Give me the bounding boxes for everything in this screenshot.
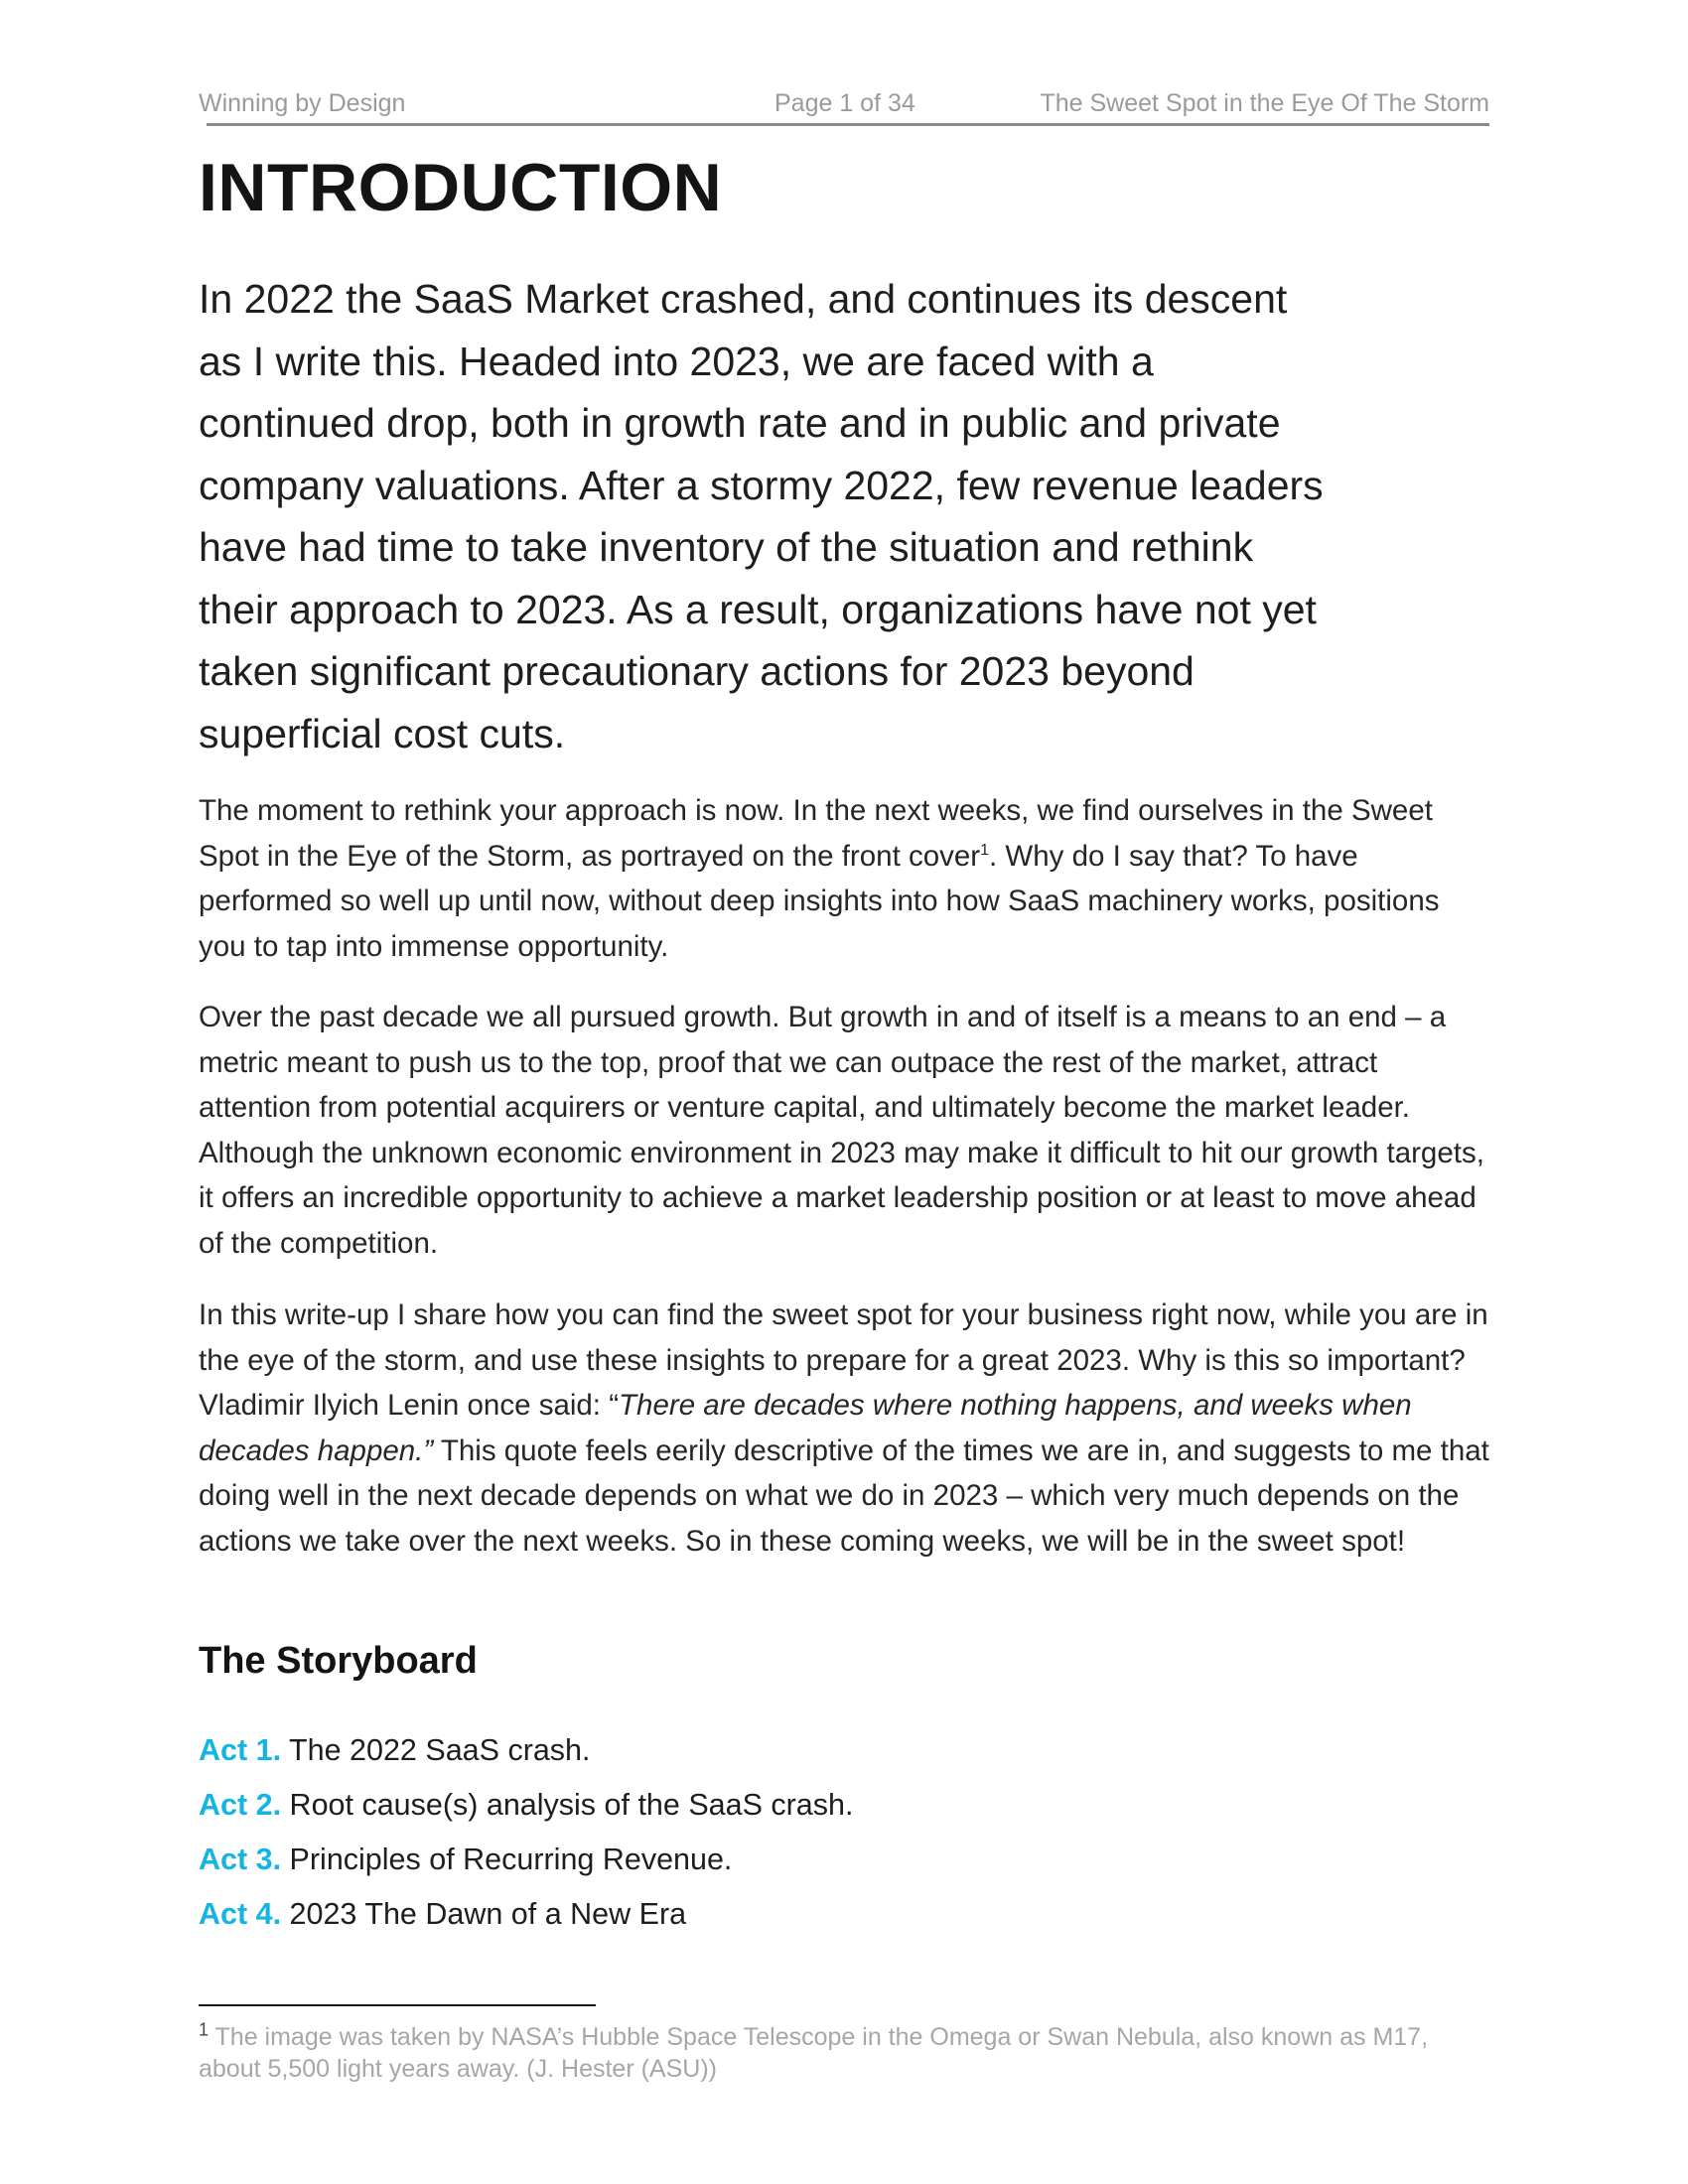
act-label: Act 3. [199,1843,282,1876]
body-paragraph-2: Over the past decade we all pursued growth. But growth in and of itself is a means to an end – a metric meant to push us to the top, proof that we can outpace the rest of the market, attract attention from potential acquirers or venture capital, and ultimately become the market leader. Although the unknown economic environment in 2023 may make it difficult to hit our growth targets, it offers an incredible opportunity to achieve a market leadership position or at least to move ahead of the competition. [199,1001,1484,1260]
storyboard-list [199,1723,853,1942]
footnote [199,2021,1489,2085]
footnote-reference[interactable]: 1 [980,841,990,859]
act-label: Act 4. [199,1897,282,1931]
document-page [199,0,1489,2184]
act-text: 2023 The Dawn of a New Era [289,1897,687,1931]
lenin-quote: There are decades where nothing happens, and weeks when decades happen.” [199,1389,1412,1467]
storyboard-item-act-3 [199,1833,853,1887]
footnote-text: The image was taken by NASA’s Hubble Space Telescope in the Omega or Swan Nebula, also known as M17, about 5,500 light years away. (J. Hester (ASU)) [199,2023,1429,2083]
footnote-divider [199,2004,596,2006]
act-text: Root cause(s) analysis of the SaaS crash. [289,1788,854,1822]
p1-text-after: . Why do I say that? To have performed so well up until now, without deep insights into how SaaS machinery works, positions you to tap into immense opportunity. [199,839,1440,963]
act-text: Principles of Recurring Revenue. [289,1843,733,1876]
storyboard-heading: The Storyboard [199,1640,478,1682]
header-doc-source: Winning by Design [199,89,406,117]
header-divider [207,123,1489,126]
page-title: INTRODUCTION [199,150,723,225]
act-label: Act 1. [199,1733,282,1767]
p3-text-before: In this write-up I share how you can find the sweet spot for your business right now, while you are in the eye of the storm, and use these insights to prepare for a great 2023. Why is this so important? Vladimir Ilyich Lenin once said: “ [199,1298,1488,1422]
page-header [199,89,1489,125]
body-paragraph-3 [199,1293,1489,1564]
act-text: The 2022 SaaS crash. [289,1733,591,1767]
body-paragraph-1 [199,788,1489,969]
footnote-mark: 1 [199,2019,210,2040]
header-doc-title: The Sweet Spot in the Eye Of The Storm [1040,89,1489,117]
p3-text-after: This quote feels eerily descriptive of the times we are in, and suggests to me that doing well in the next decade depends on what we do in 2023 – which very much depends on the actions we take over the next weeks. So in these coming weeks, we will be in the sweet spot! [199,1433,1489,1558]
act-label: Act 2. [199,1788,282,1822]
storyboard-item-act-4 [199,1887,853,1942]
p1-text-before: The moment to rethink your approach is now. In the next weeks, we find ourselves in the Sweet Spot in the Eye of the Storm, as portrayed on the front cover [199,794,1433,873]
storyboard-item-act-1 [199,1723,853,1778]
header-page-number: Page 1 of 34 [774,89,915,117]
storyboard-item-act-2 [199,1778,853,1833]
lead-paragraph: In 2022 the SaaS Market crashed, and continues its descent as I write this. Headed into 2023, we are faced with a continued drop, both in growth rate and in public and private company valuations. After a stormy 2022, few revenue leaders have had time to take inventory of the situation and rethink their approach to 2023. As a result, organizations have not yet taken significant precautionary actions for 2023 beyond superficial cost cuts. [199,276,1324,756]
